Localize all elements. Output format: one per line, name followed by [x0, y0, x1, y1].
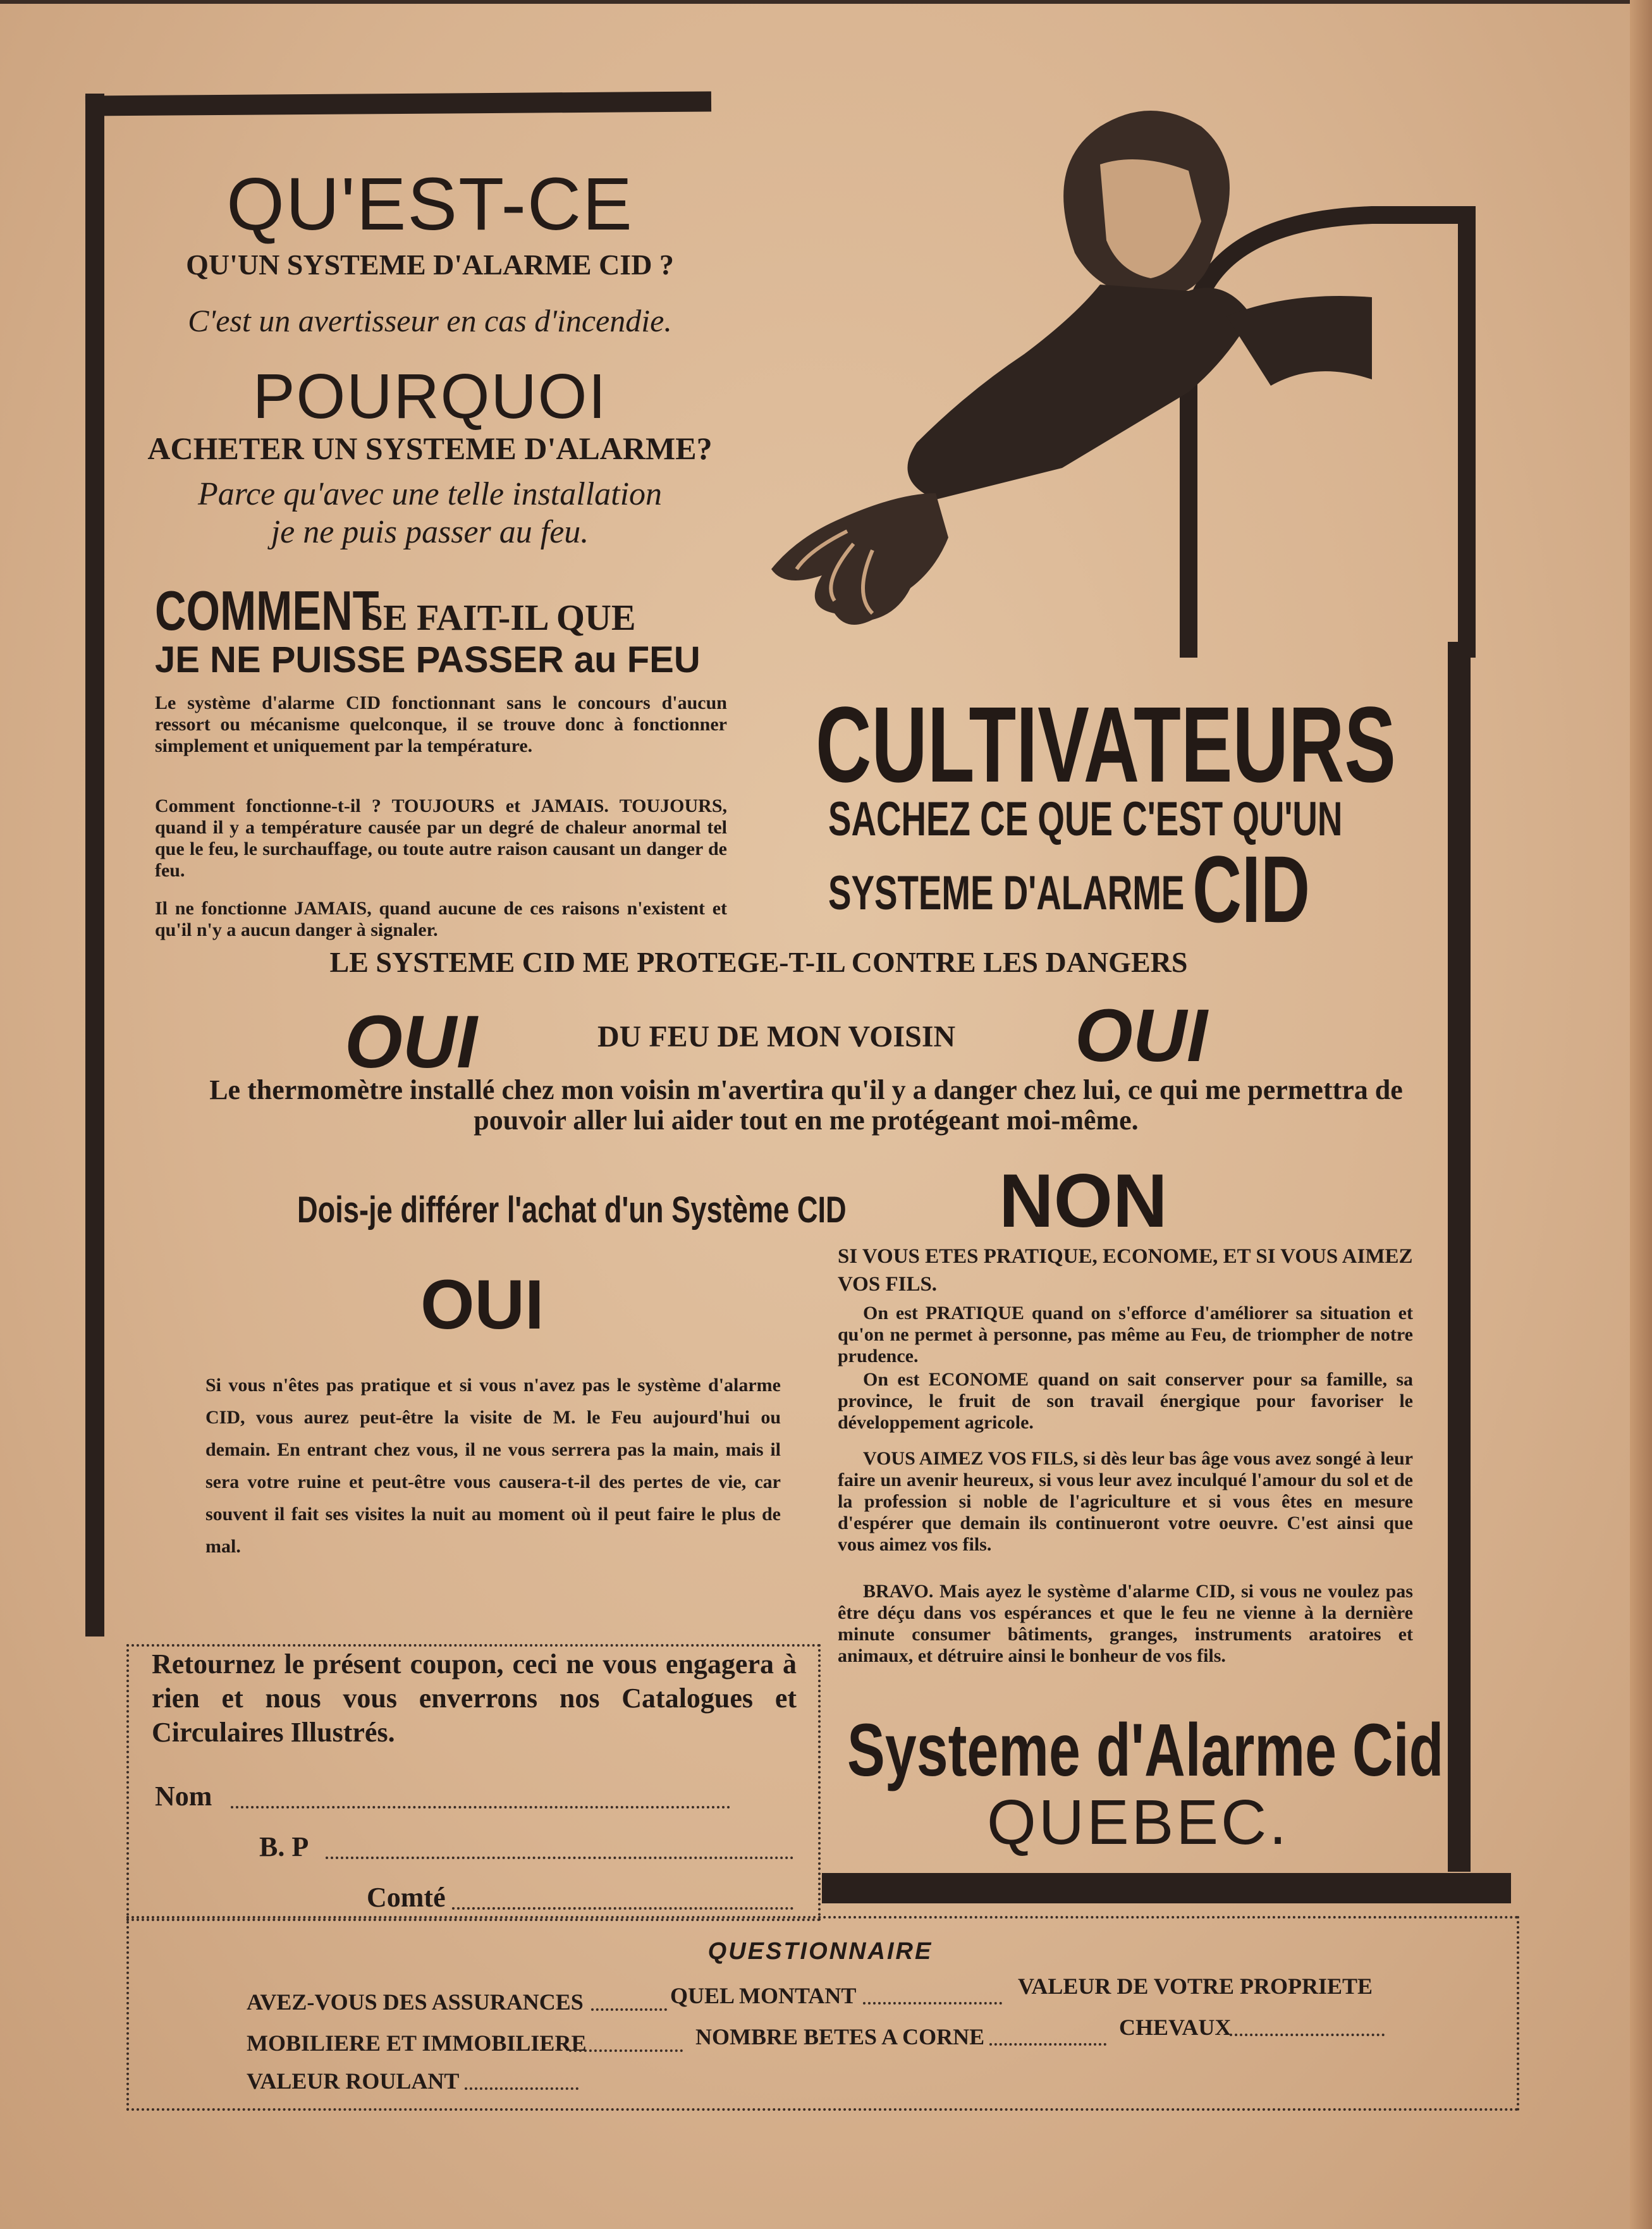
q-betes-label: NOMBRE BETES A CORNE	[695, 2024, 985, 2049]
page-binding-shadow	[1630, 0, 1652, 2229]
q3-title-se-fait: SE FAIT-IL QUE	[362, 597, 636, 638]
oui-bottom: OUI	[420, 1266, 544, 1344]
q-roulant-field[interactable]	[465, 2085, 578, 2090]
non-column-p2: On est ECONOME quand on sait conserver pour sa famille, sa province, le fruit de son travail énergique pour favoriser le développement agricole.	[838, 1369, 1413, 1433]
coupon-comte-field[interactable]	[452, 1905, 793, 1910]
brand-city: QUEBEC.	[986, 1787, 1290, 1858]
cultivateurs-line2-text: SYSTEME D'ALARME	[828, 866, 1185, 920]
brand-name: Systeme d'Alarme Cid	[847, 1709, 1444, 1792]
q3-title-comment: COMMENT	[155, 579, 379, 642]
q-assurances-field[interactable]	[591, 2006, 667, 2011]
non-column-p1: On est PRATIQUE quand on s'efforce d'améliorer sa situation et qu'on ne permet à personne, pas même au Feu, de triompher de notre prudence.	[838, 1303, 1413, 1366]
coupon-comte-label: Comté	[367, 1882, 446, 1913]
non-answer: NON	[999, 1158, 1168, 1243]
coupon-nom-field[interactable]	[231, 1803, 730, 1808]
feu-voisin: DU FEU DE MON VOISIN	[597, 1020, 956, 1053]
coupon-bp-field[interactable]	[326, 1854, 793, 1859]
q-assurances-label: AVEZ-VOUS DES ASSURANCES	[247, 1989, 584, 2015]
q2-subtitle: ACHETER UN SYSTEME D'ALARME?	[147, 431, 713, 466]
frame-bottom-bar	[822, 1873, 1511, 1903]
q-chevaux-field[interactable]	[1230, 2031, 1385, 2036]
q-betes-field[interactable]	[989, 2041, 1106, 2046]
q2-title: POURQUOI	[252, 361, 608, 432]
q3-paragraph-2: Comment fonctionne-t-il ? TOUJOURS et JAMAIS. TOUJOURS, quand il y a température causée par un degré de chaleur anormal tel que le feu, le surchauffage, ou toute autre raison causant un danger de feu.	[155, 795, 727, 881]
q-montant-field[interactable]	[863, 1999, 1002, 2005]
non-column-p3: VOUS AIMEZ VOS FILS, si dès leur bas âge vous avez songé à leur faire un avenir heureux, si vous leur avez inculqué l'amour du sol et de la profession si noble de l'agriculture et si vous êtes en mesure d'espérer que demain ils continueront votre oeuvre. C'est ainsi que vous aimez vos fils.	[838, 1448, 1413, 1555]
middle-question: LE SYSTEME CID ME PROTEGE-T-IL CONTRE LES DANGERS	[329, 946, 1188, 978]
coupon-nom-label: Nom	[155, 1781, 212, 1812]
frame-top-bar	[85, 92, 711, 116]
q3-title-row	[155, 579, 756, 643]
cultivateurs-title: CULTIVATEURS	[816, 685, 1396, 805]
cultivateurs-cid-brand: CID	[1192, 836, 1311, 942]
man-illustration	[746, 89, 1486, 658]
oui-left: OUI	[345, 1000, 477, 1084]
oui-right: OUI	[1075, 994, 1208, 1078]
q-mobiliere-label: MOBILIERE ET IMMOBILIERE	[247, 2030, 587, 2056]
q3-paragraph-3: Il ne fonctionne JAMAIS, quand aucune de ces raisons n'existent et qu'il n'y a aucun danger à signaler.	[155, 898, 727, 940]
differ-question: Dois-je différer l'achat d'un Système CID	[297, 1189, 847, 1231]
q-montant-label: QUEL MONTANT	[670, 1983, 857, 2008]
q-roulant-label: VALEUR ROULANT	[247, 2068, 460, 2094]
q3-paragraph-1: Le système d'alarme CID fonctionnant sans le concours d'aucun ressort ou mécanisme quelconque, il se trouve donc à fonctionner simplement et uniquement par la température.	[155, 692, 727, 756]
middle-explanation: Le thermomètre installé chez mon voisin m'avertira qu'il y a danger chez lui, ce qui me permettra de pouvoir aller lui aider tout en me protégeant moi-même.	[209, 1074, 1403, 1136]
coupon-bp-label: B. P	[259, 1831, 309, 1862]
q1-title: QU'EST-CE	[226, 163, 633, 246]
q-mobiliere-field[interactable]	[569, 2047, 683, 2052]
non-column-lead: SI VOUS ETES PRATIQUE, ECONOME, ET SI VOUS AIMEZ VOS FILS.	[838, 1245, 1413, 1296]
q2-answer-line1: Parce qu'avec une telle installation	[197, 476, 663, 512]
q-valeur-propriete-label: VALEUR DE VOTRE PROPRIETE	[1018, 1974, 1373, 1999]
q1-subtitle: QU'UN SYSTEME D'ALARME CID ?	[186, 249, 674, 281]
frame-right-bar	[1448, 642, 1471, 1872]
questionnaire-title: QUESTIONNAIRE	[707, 1938, 933, 1965]
frame-left-bar	[85, 94, 104, 1636]
q2-answer-line2: je ne puis passer au feu.	[271, 514, 589, 550]
oui-column-text: Si vous n'êtes pas pratique et si vous n'avez pas le système d'alarme CID, vous aurez peut-être la visite de M. le Feu aujourd'hui ou demain. En entrant chez vous, il ne vous serrera pas la main, mais il sera votre ruine et peut-être vous causera-t-il des pertes de vie, car souvent il fait ses visites la nuit au moment où il peut faire le plus de mal.	[205, 1375, 781, 1557]
cultivateurs-line2	[828, 835, 1356, 944]
non-column-p4: BRAVO. Mais ayez le système d'alarme CID, si vous ne voulez pas être déçu dans vos espérances et que le feu ne vienne à la dernière minute consumer bâtiments, granges, instruments aratoires et animaux, et détruire ainsi le bonheur de vos fils.	[838, 1581, 1413, 1666]
q1-answer: C'est un avertisseur en cas d'incendie.	[188, 303, 672, 338]
q-chevaux-label: CHEVAUX	[1119, 2015, 1232, 2040]
cultivateurs-line1: SACHEZ CE QUE C'EST QU'UN	[828, 792, 1343, 846]
q3-title-line2: JE NE PUISSE PASSER au FEU	[155, 639, 701, 680]
page-top-edge	[0, 0, 1652, 4]
coupon-text: Retournez le présent coupon, ceci ne vous engagera à rien et nous vous enverrons nos Catalogues et Circulaires Illustrés.	[152, 1649, 797, 1748]
